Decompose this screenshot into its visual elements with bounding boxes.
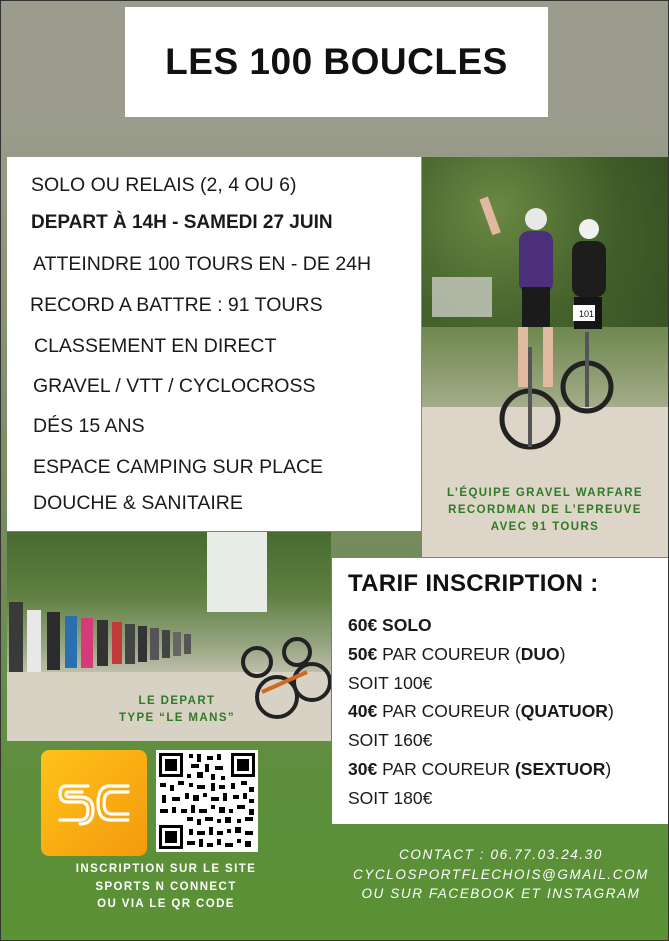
contact-social: OU SUR FACEBOOK ET INSTAGRAM xyxy=(361,886,641,901)
start-caption-line-1: LE DEPART xyxy=(138,695,216,707)
registration-line-2: SPORTS N CONNECT xyxy=(95,880,237,893)
info-line-record: RECORD A BATTRE : 91 TOURS xyxy=(30,294,323,316)
start-caption xyxy=(67,693,287,727)
contact-email: CYCLOSPORTFLECHOIS@GMAIL.COM xyxy=(352,866,650,882)
pricing-box xyxy=(332,558,668,824)
contact-phone: CONTACT : 06.77.03.24.30 xyxy=(399,847,603,862)
price-quatuor-label: QUATUOR xyxy=(520,701,608,721)
team-caption xyxy=(422,485,668,536)
info-line-bikes: GRAVEL / VTT / CYCLOCROSS xyxy=(33,375,316,397)
sc-logo-mark xyxy=(56,780,132,826)
price-duo xyxy=(348,644,566,665)
info-line-goal: ATTEINDRE 100 TOURS EN - DE 24H xyxy=(33,253,372,275)
price-solo-text: 60€ SOLO xyxy=(348,615,432,635)
team-caption-line-1: L’ÉQUIPE GRAVEL WARFARE xyxy=(447,487,643,499)
title-box xyxy=(125,7,548,117)
price-quatuor-end: ) xyxy=(607,701,614,721)
info-line-start: DEPART À 14H - SAMEDI 27 JUIN xyxy=(31,212,333,233)
info-line-age: DÉS 15 ANS xyxy=(33,415,145,437)
pricing-title: TARIF INSCRIPTION : xyxy=(348,570,599,597)
price-sextuor xyxy=(348,759,611,780)
contact-info xyxy=(334,845,668,904)
price-quatuor-total: SOIT 160€ xyxy=(348,730,433,750)
info-line-format: SOLO OU RELAIS (2, 4 OU 6) xyxy=(31,174,297,196)
price-duo-label: DUO xyxy=(520,644,560,664)
registration-line-3: OU VIA LE QR CODE xyxy=(97,898,235,910)
price-solo xyxy=(348,615,432,636)
team-caption-line-2: RECORDMAN DE L’EPREUVE xyxy=(448,504,642,516)
sports-n-connect-logo-icon[interactable] xyxy=(41,750,147,856)
photo-gravel-team xyxy=(422,157,668,557)
registration-info xyxy=(53,861,279,914)
registration-line-1: INSCRIPTION SUR LE SITE xyxy=(75,863,257,875)
team-caption-line-3: AVEC 91 TOURS xyxy=(490,521,600,533)
cyclists-illustration xyxy=(422,157,668,477)
info-line-ranking: CLASSEMENT EN DIRECT xyxy=(34,335,277,357)
info-line-shower: DOUCHE & SANITAIRE xyxy=(33,492,243,514)
price-sextuor-end: ) xyxy=(605,759,612,779)
price-sextuor-text: PAR COUREUR xyxy=(377,759,515,779)
poster-title: LES 100 BOUCLES xyxy=(165,41,508,82)
start-caption-line-2: TYPE “LE MANS” xyxy=(118,712,236,724)
qr-code-icon[interactable] xyxy=(156,750,258,852)
photo-mass-start xyxy=(7,532,331,741)
price-duo-total: SOIT 100€ xyxy=(348,673,433,693)
price-duo-amount: 50€ xyxy=(348,644,378,664)
price-quatuor-text: PAR COUREUR ( xyxy=(377,701,521,721)
price-quatuor xyxy=(348,701,614,722)
price-duo-text: PAR COUREUR ( xyxy=(377,644,521,664)
event-info-box xyxy=(7,157,421,531)
info-line-camping: ESPACE CAMPING SUR PLACE xyxy=(33,456,324,478)
qr-code-graphic xyxy=(156,750,258,852)
price-sextuor-label: (SEXTUOR xyxy=(514,759,606,779)
price-duo-end: ) xyxy=(559,644,566,664)
bib-number: 101 xyxy=(579,309,595,319)
price-sextuor-amount: 30€ xyxy=(348,759,378,779)
price-sextuor-total: SOIT 180€ xyxy=(348,788,433,808)
price-quatuor-amount: 40€ xyxy=(348,701,378,721)
